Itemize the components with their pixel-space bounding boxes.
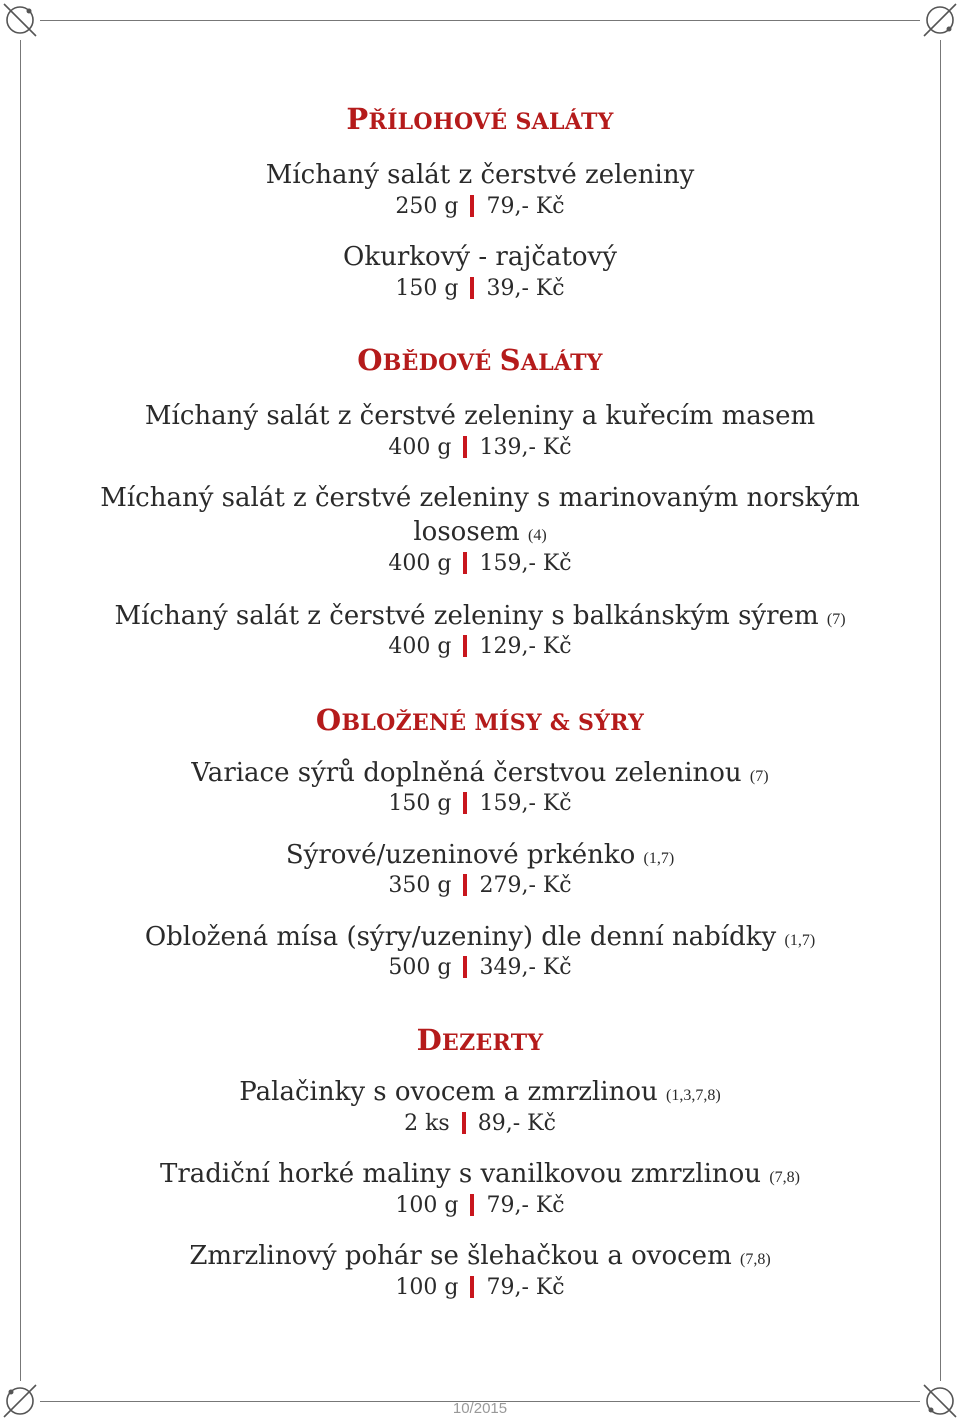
menu-item-name: Zmrzlinový pohár se šlehačkou a ovocem (7,8)	[189, 1241, 771, 1271]
price-separator	[463, 552, 467, 574]
price-separator	[470, 1194, 474, 1216]
price-separator	[463, 635, 467, 657]
price-separator	[470, 195, 474, 217]
section-title-dezerty: DEZERTY	[416, 1023, 544, 1057]
menu-item-name-line1: Míchaný salát z čerstvé zeleniny s marinovaným norským	[100, 483, 860, 513]
menu-item-name: Míchaný salát z čerstvé zeleniny a kuřecím masem	[144, 401, 816, 431]
menu-item-price: 100 g 79,- Kč	[395, 1193, 565, 1218]
menu-item-name: Variace sýrů doplněná čerstvou zeleninou (7)	[191, 758, 769, 788]
allergens: (1,7)	[643, 850, 675, 867]
allergens: (7,8)	[769, 1169, 800, 1186]
menu-item-price: 250 g 79,- Kč	[395, 194, 565, 219]
allergens: (1,7)	[784, 932, 816, 949]
price-separator	[462, 1112, 466, 1134]
menu-item-price: 400 g 159,- Kč	[388, 551, 572, 576]
section-title-prilohove-salaty: PŘÍLOHOVÉ SALÁTY	[346, 102, 614, 136]
corner-ornament-icon	[0, 0, 40, 40]
menu-item-name: Okurkový - rajčatový	[343, 242, 617, 272]
price-separator	[470, 277, 474, 299]
menu-item-name: Obložená mísa (sýry/uzeniny) dle denní nabídky (1,7)	[144, 922, 816, 952]
menu-item-price: 100 g 79,- Kč	[395, 1275, 565, 1300]
allergens: (4)	[527, 527, 547, 544]
section-title-oblozene-misy: OBLOŽENÉ MÍSY & SÝRY	[315, 703, 645, 737]
price-separator	[463, 874, 467, 896]
menu-item-price: 400 g 139,- Kč	[388, 435, 572, 460]
price-separator	[470, 1276, 474, 1298]
menu-item-name: Tradiční horké maliny s vanilkovou zmrzlinou (7,8)	[160, 1159, 800, 1189]
menu-item-name: Palačinky s ovocem a zmrzlinou (1,3,7,8)	[239, 1077, 721, 1107]
allergens: (7,8)	[740, 1251, 771, 1268]
price-separator	[463, 436, 467, 458]
menu-item-price: 2 ks 89,- Kč	[404, 1111, 556, 1136]
section-title-obedove-salaty: OBĚDOVÉ SALÁTY	[357, 343, 603, 377]
menu-item-name: Míchaný salát z čerstvé zeleniny	[265, 160, 695, 190]
price-separator	[463, 956, 467, 978]
menu-item-name: lososem (4)	[413, 517, 547, 547]
menu-item-price: 150 g 39,- Kč	[395, 276, 565, 301]
frame-right-line	[940, 40, 941, 1381]
allergens: (1,3,7,8)	[666, 1087, 721, 1104]
footer-date: 10/2015	[452, 1400, 508, 1417]
corner-ornament-icon	[920, 0, 960, 40]
frame-left-line	[20, 40, 21, 1381]
price-separator	[463, 792, 467, 814]
frame-top-line	[40, 20, 920, 21]
menu-item-name: Míchaný salát z čerstvé zeleniny s balkánským sýrem (7)	[114, 601, 846, 631]
menu-item-price: 350 g 279,- Kč	[388, 873, 572, 898]
menu-item-name: Sýrové/uzeninové prkénko (1,7)	[285, 840, 675, 870]
menu-item-price: 400 g 129,- Kč	[388, 634, 572, 659]
menu-item-price: 150 g 159,- Kč	[388, 791, 572, 816]
menu-item-price: 500 g 349,- Kč	[388, 955, 572, 980]
allergens: (7)	[749, 768, 769, 785]
allergens: (7)	[826, 611, 846, 628]
